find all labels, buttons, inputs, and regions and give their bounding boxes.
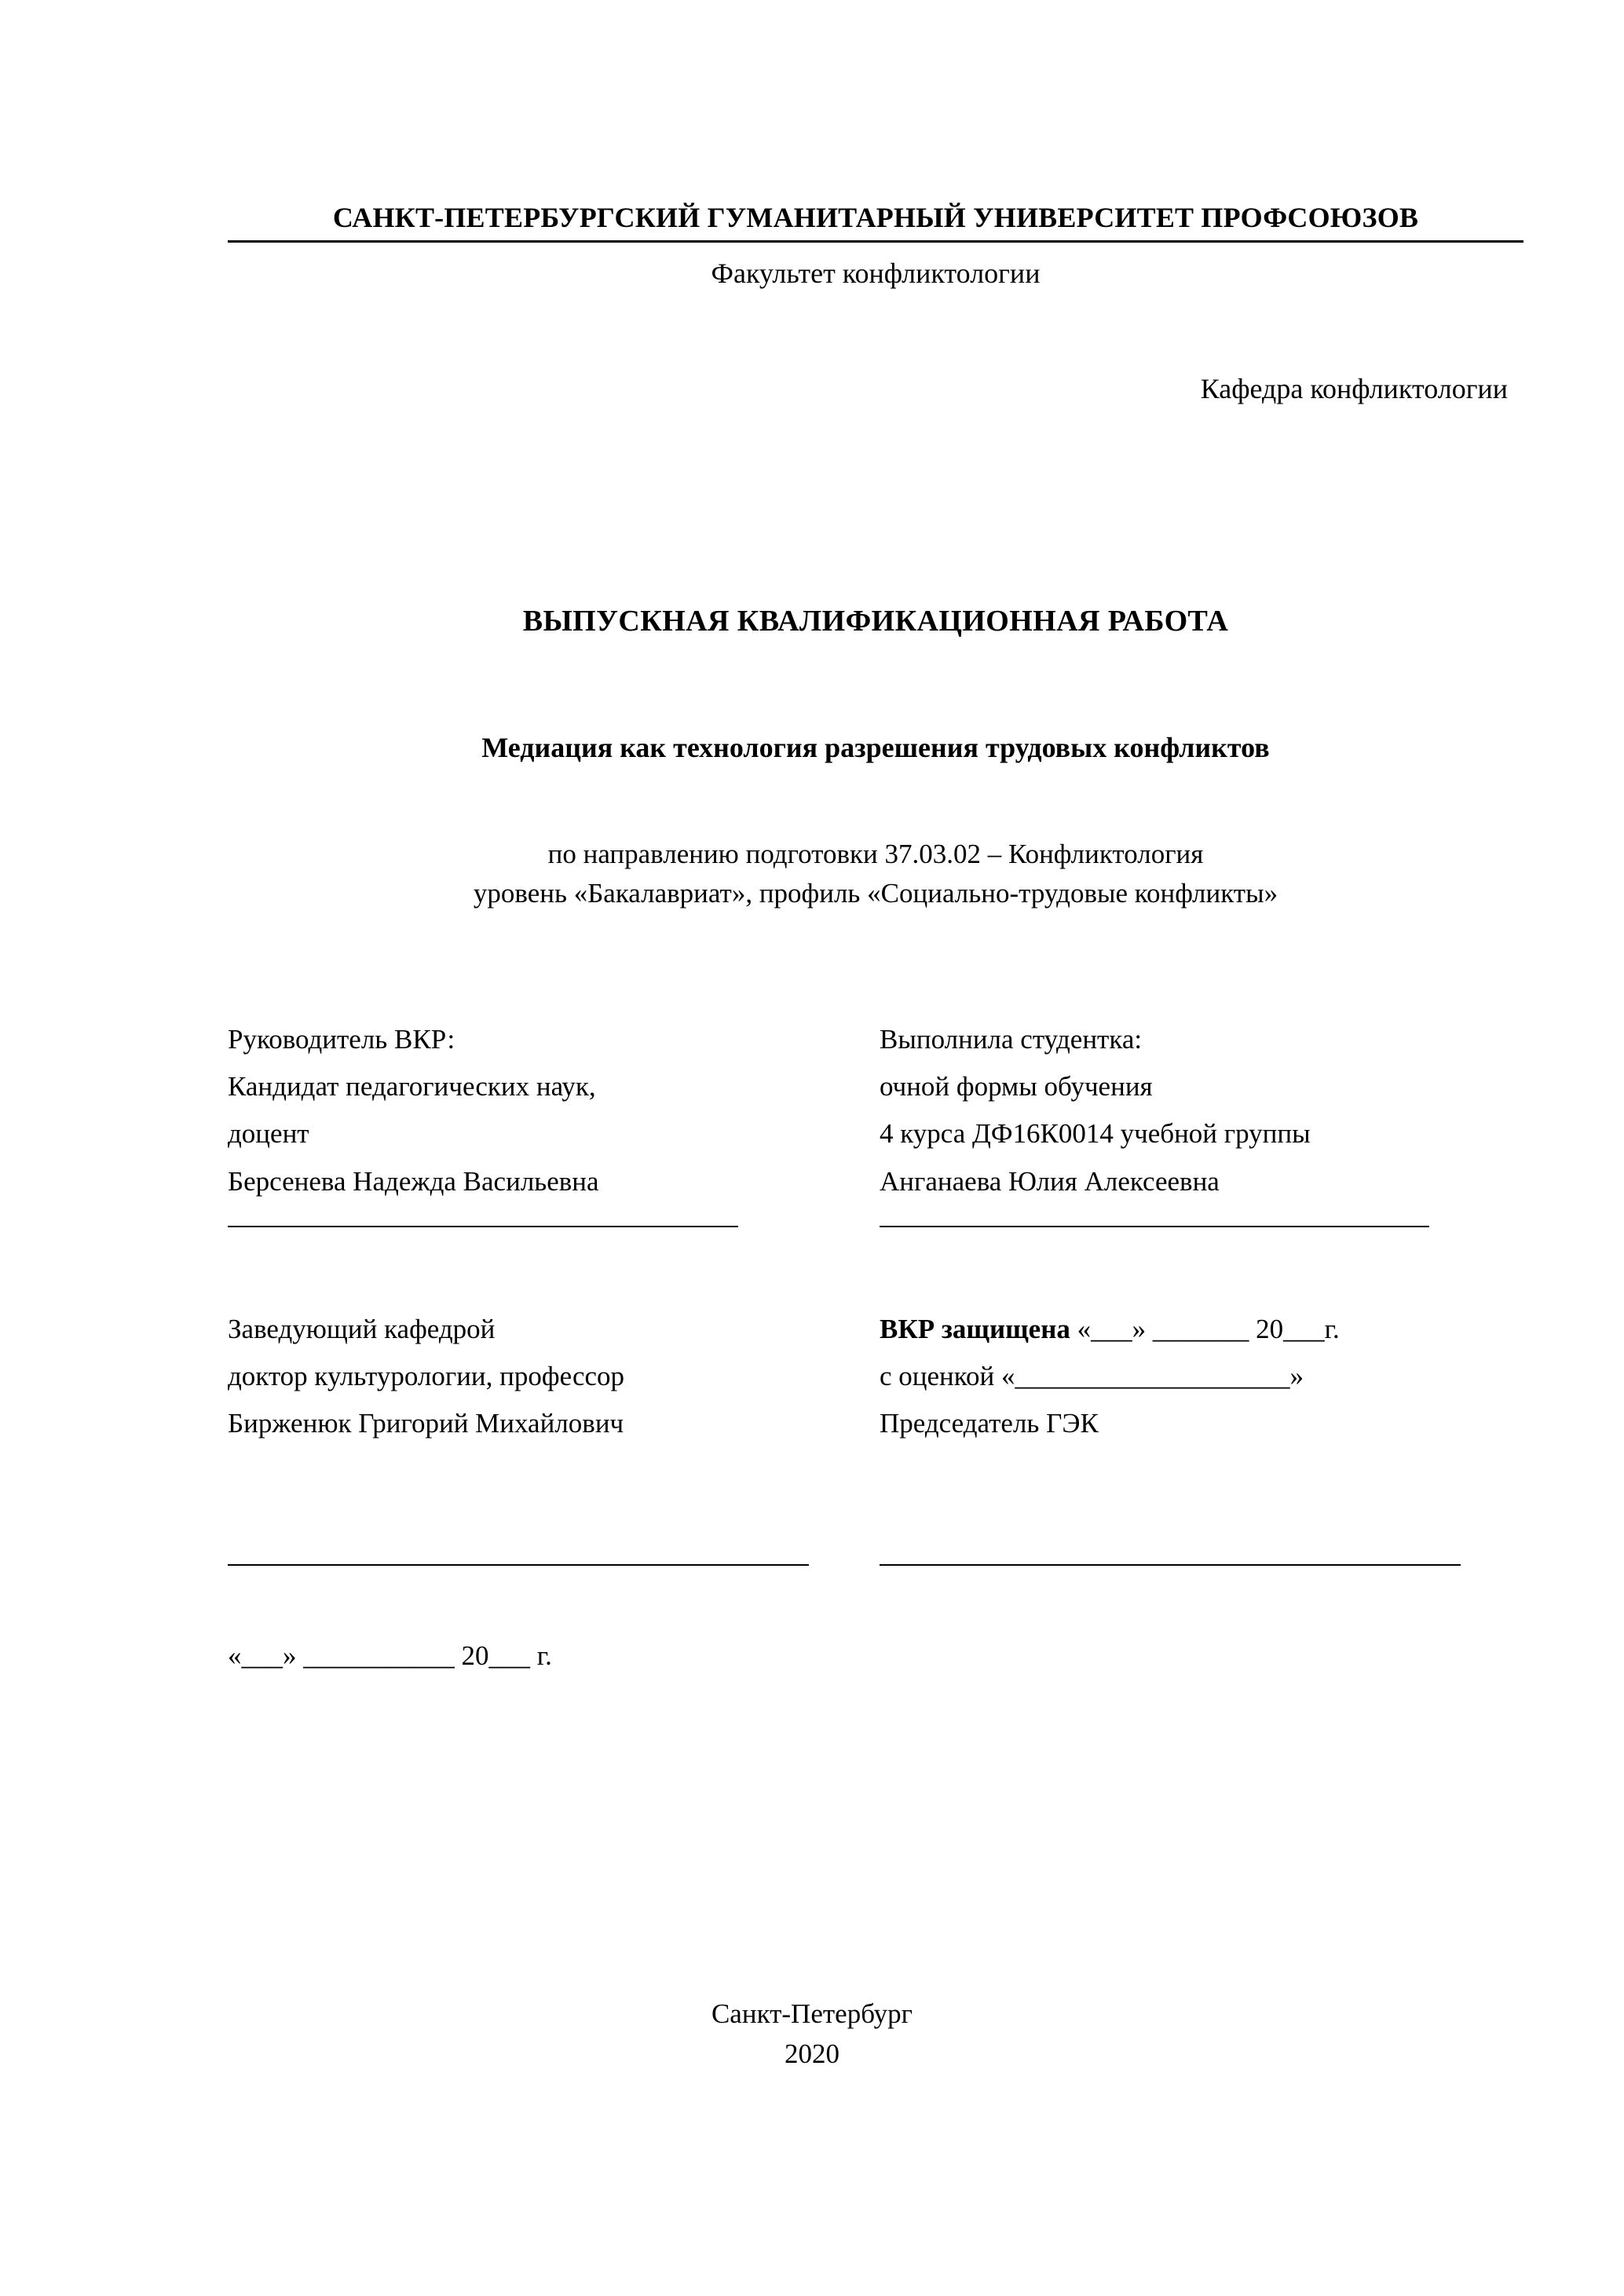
faculty-name: Факультет конфликтологии <box>711 258 1041 289</box>
defense-chairman: Председатель ГЭК <box>880 1408 1099 1439</box>
student-signature-line <box>880 1226 1429 1227</box>
supervisor-student-row <box>228 1016 1523 1227</box>
program-direction: по направлению подготовки 37.03.02 – Конфликтология <box>547 838 1204 869</box>
student-block <box>880 1016 1523 1227</box>
bottom-signature-row <box>228 1563 1523 1566</box>
program-level-profile: уровень «Бакалавриат», профиль «Социально-трудовые конфликты» <box>473 878 1278 909</box>
head-of-department-block <box>228 1306 880 1448</box>
date-line: «___» ___________ 20___ г. <box>228 1640 552 1672</box>
university-name: САНКТ-ПЕТЕРБУРГСКИЙ ГУМАНИТАРНЫЙ УНИВЕРСИТЕТ ПРОФСОЮЗОВ <box>332 202 1419 233</box>
defense-blanks: «___» _______ 20___г. <box>1070 1313 1340 1344</box>
head-degree: доктор культурологии, профессор <box>228 1361 625 1392</box>
supervisor-position: доцент <box>228 1118 309 1150</box>
head-signature-line <box>228 1563 809 1566</box>
student-group: 4 курса ДФ16К0014 учебной группы <box>880 1118 1311 1150</box>
chairman-signature-line <box>880 1563 1461 1566</box>
header-divider <box>228 240 1523 243</box>
defense-grade: с оценкой «____________________» <box>880 1361 1304 1392</box>
supervisor-block <box>228 1016 880 1227</box>
supervisor-signature-line <box>228 1226 738 1227</box>
defense-line <box>880 1306 1523 1353</box>
document-content <box>228 200 1523 1672</box>
supervisor-degree: Кандидат педагогических наук, <box>228 1071 596 1102</box>
year: 2020 <box>785 2038 839 2069</box>
document-footer <box>0 1994 1624 2075</box>
student-form: очной формы обучения <box>880 1071 1153 1102</box>
defense-label: ВКР защищена <box>880 1313 1070 1344</box>
head-role: Заведующий кафедрой <box>228 1313 496 1344</box>
student-name: Анганаева Юлия Алексеевна <box>880 1165 1220 1197</box>
supervisor-name: Берсенева Надежда Васильевна <box>228 1165 599 1197</box>
head-defense-row <box>228 1306 1523 1448</box>
city: Санкт-Петербург <box>711 1998 913 2029</box>
document-type: ВЫПУСКНАЯ КВАЛИФИКАЦИОННАЯ РАБОТА <box>522 604 1229 638</box>
defense-block <box>880 1306 1523 1448</box>
supervisor-role: Руководитель ВКР: <box>228 1024 455 1055</box>
head-name: Бирженюк Григорий Михайлович <box>228 1408 624 1439</box>
department-name: Кафедра конфликтологии <box>1200 372 1508 404</box>
thesis-title: Медиация как технология разрешения трудовых конфликтов <box>481 731 1270 763</box>
student-role: Выполнила студентка: <box>880 1024 1143 1055</box>
